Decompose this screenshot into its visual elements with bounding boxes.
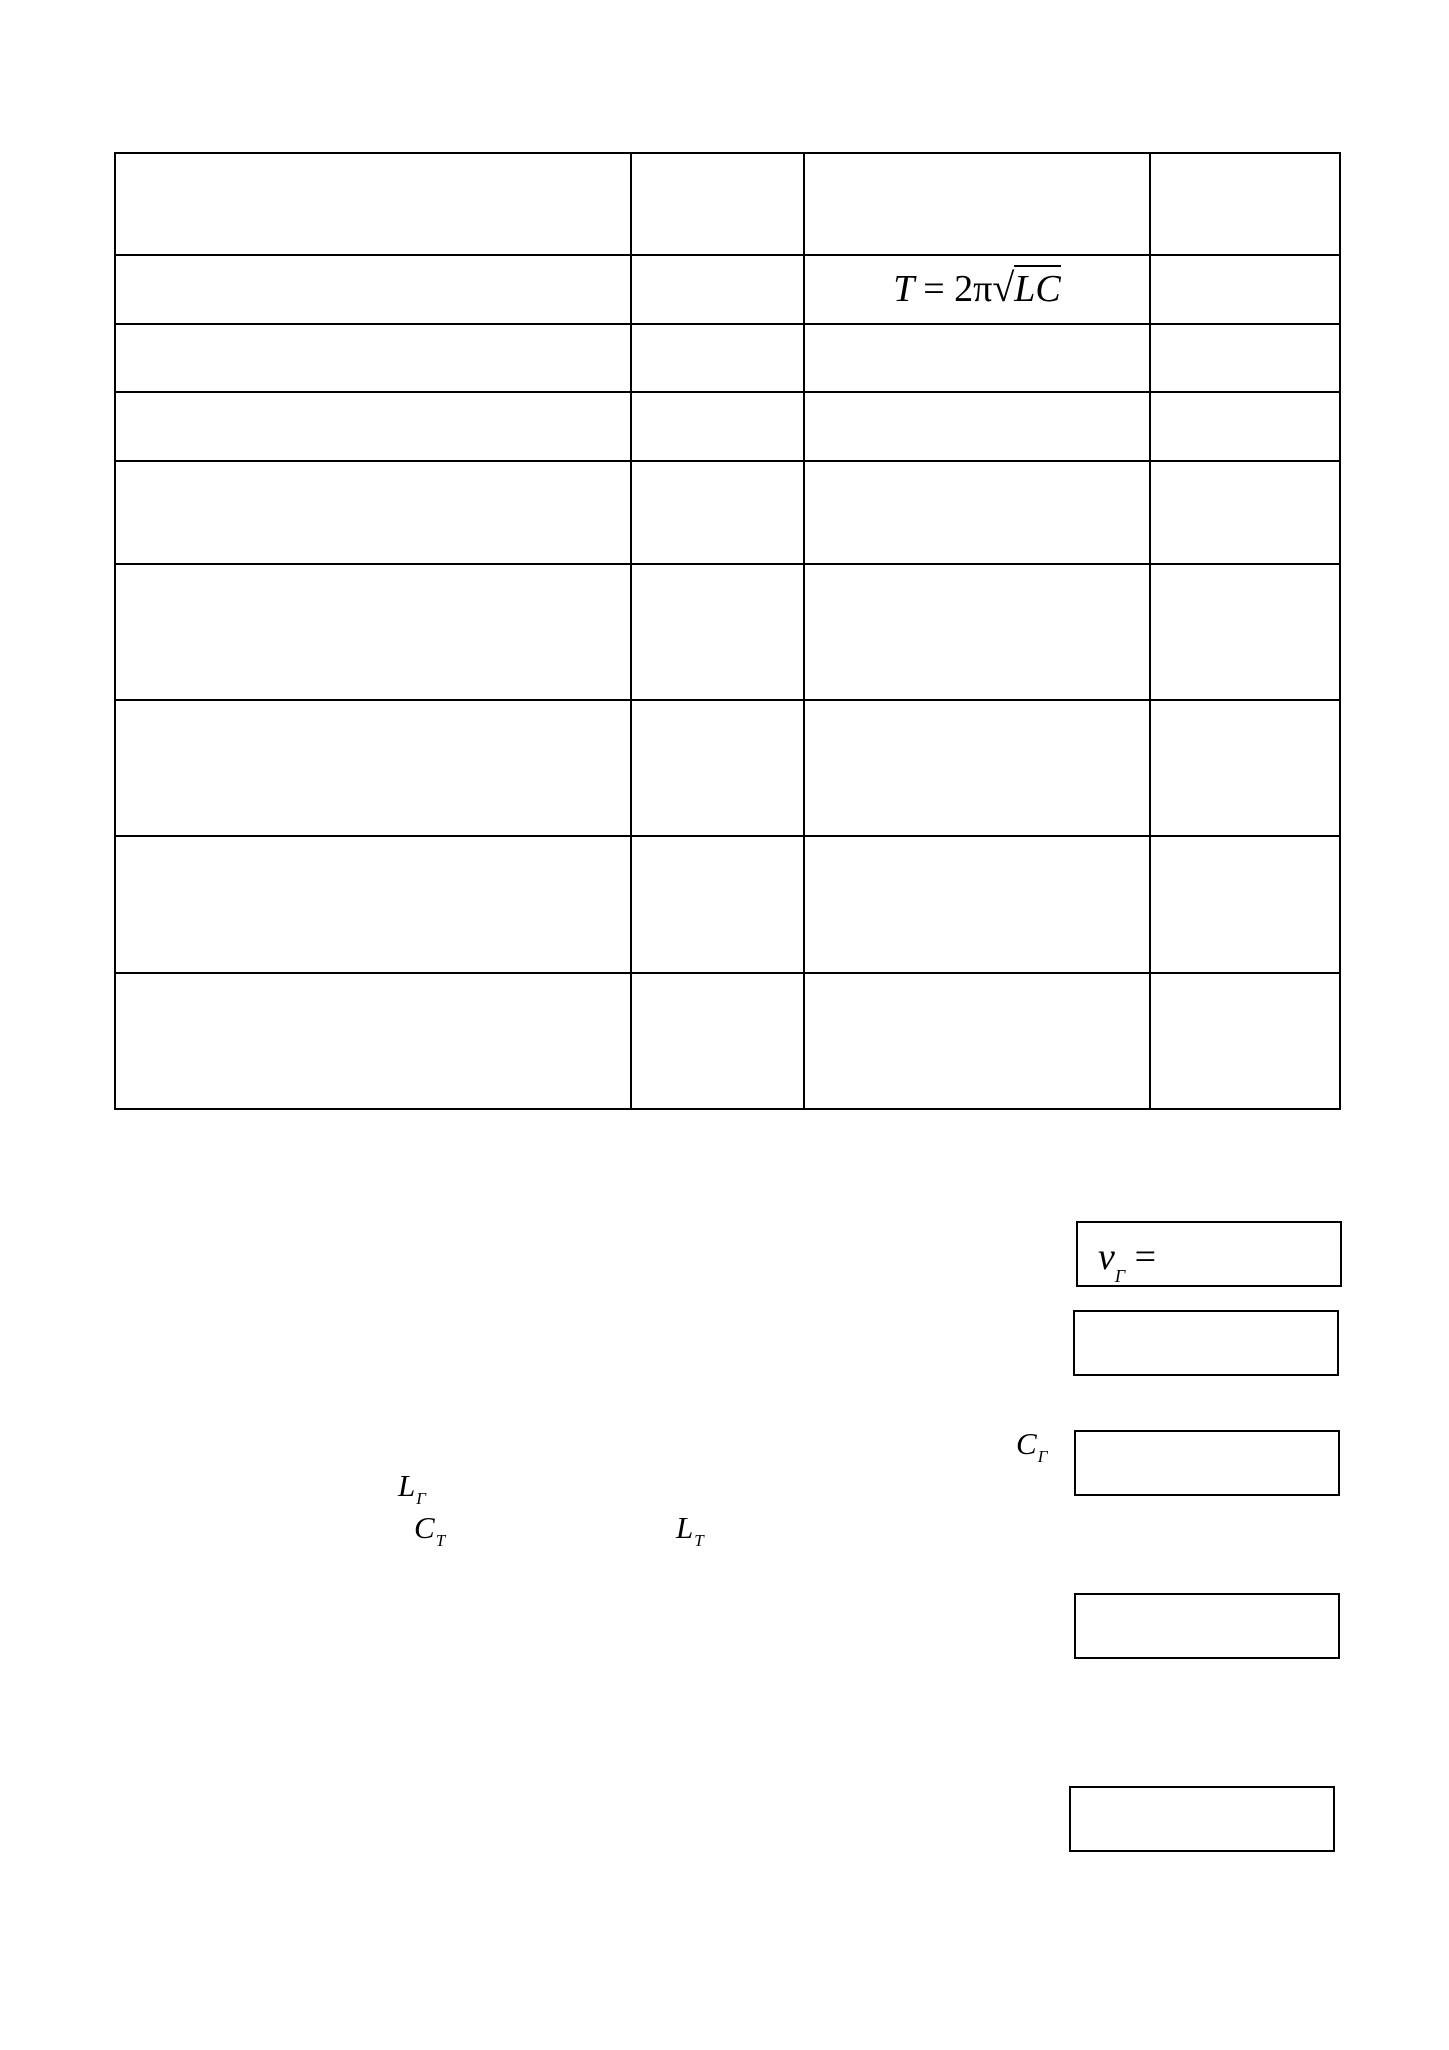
table-row: [115, 392, 1340, 461]
period-formula: [893, 264, 1061, 311]
formula-equals: =: [923, 268, 945, 310]
table-cell: [1150, 836, 1340, 973]
symbol-l-gen: [398, 1470, 426, 1507]
table-row: [115, 973, 1340, 1109]
table-cell: [804, 392, 1150, 461]
table-cell: [631, 461, 804, 564]
table-cell: [631, 973, 804, 1109]
table-cell: [631, 324, 804, 392]
symbol-l-t: [676, 1512, 704, 1549]
table-cell: [115, 836, 631, 973]
formula-lhs: T: [893, 268, 914, 310]
table-row: [115, 564, 1340, 700]
symbol-c-gen-base: C: [1016, 1426, 1037, 1461]
table-cell: [115, 700, 631, 836]
nu-subscript: Г: [1114, 1265, 1126, 1286]
table-cell: [1150, 700, 1340, 836]
table-row: [115, 255, 1340, 324]
formula-radicand: LC: [1014, 265, 1060, 310]
table-cell: [115, 153, 631, 255]
formula-coefficient: 2π: [954, 268, 993, 310]
table-cell: [631, 836, 804, 973]
symbol-l-t-sub: T: [694, 1531, 704, 1550]
table-cell: [115, 392, 631, 461]
table-row: [115, 324, 1340, 392]
table-cell: [115, 461, 631, 564]
table-row: [115, 836, 1340, 973]
table-cell: [804, 700, 1150, 836]
symbol-c-t-base: C: [414, 1510, 435, 1545]
table-cell: [1150, 973, 1340, 1109]
table-cell: [1150, 255, 1340, 324]
table-cell: [804, 461, 1150, 564]
table-cell: [115, 564, 631, 700]
table-cell: [631, 153, 804, 255]
answer-box-5[interactable]: [1069, 1786, 1335, 1852]
frequency-label: [1098, 1235, 1157, 1286]
table-cell: [631, 392, 804, 461]
table-row: [115, 700, 1340, 836]
table-row: [115, 461, 1340, 564]
table-cell: [1150, 461, 1340, 564]
table-cell: [115, 973, 631, 1109]
table-cell: [115, 255, 631, 324]
table-row: [115, 153, 1340, 255]
table-cell: [1150, 392, 1340, 461]
table-cell: [115, 324, 631, 392]
answer-box-2[interactable]: [1073, 1310, 1339, 1376]
answer-box-3[interactable]: [1074, 1430, 1340, 1496]
table-cell: [1150, 564, 1340, 700]
table-cell: [804, 564, 1150, 700]
table-cell: [631, 255, 804, 324]
table-cell: [804, 255, 1150, 324]
table-cell: [631, 700, 804, 836]
table-cell: [804, 973, 1150, 1109]
symbol-l-t-base: L: [676, 1510, 694, 1545]
symbol-c-gen: [1016, 1428, 1047, 1465]
nu-symbol: ν: [1098, 1236, 1115, 1278]
symbol-l-gen-base: L: [398, 1468, 416, 1503]
table-cell: [631, 564, 804, 700]
nu-equals: =: [1134, 1236, 1157, 1278]
table-cell: [804, 324, 1150, 392]
answer-box-4[interactable]: [1074, 1593, 1340, 1659]
table-cell: [804, 153, 1150, 255]
symbol-c-t: [414, 1512, 445, 1549]
symbol-c-t-sub: T: [435, 1531, 446, 1550]
table-cell: [1150, 153, 1340, 255]
table-cell: [1150, 324, 1340, 392]
answer-box-frequency[interactable]: [1076, 1221, 1342, 1287]
formula-radical: √: [992, 265, 1015, 310]
data-table: [114, 152, 1341, 1110]
symbol-l-gen-sub: Г: [416, 1489, 426, 1508]
table-cell: [804, 836, 1150, 973]
symbol-c-gen-sub: Г: [1037, 1447, 1048, 1466]
